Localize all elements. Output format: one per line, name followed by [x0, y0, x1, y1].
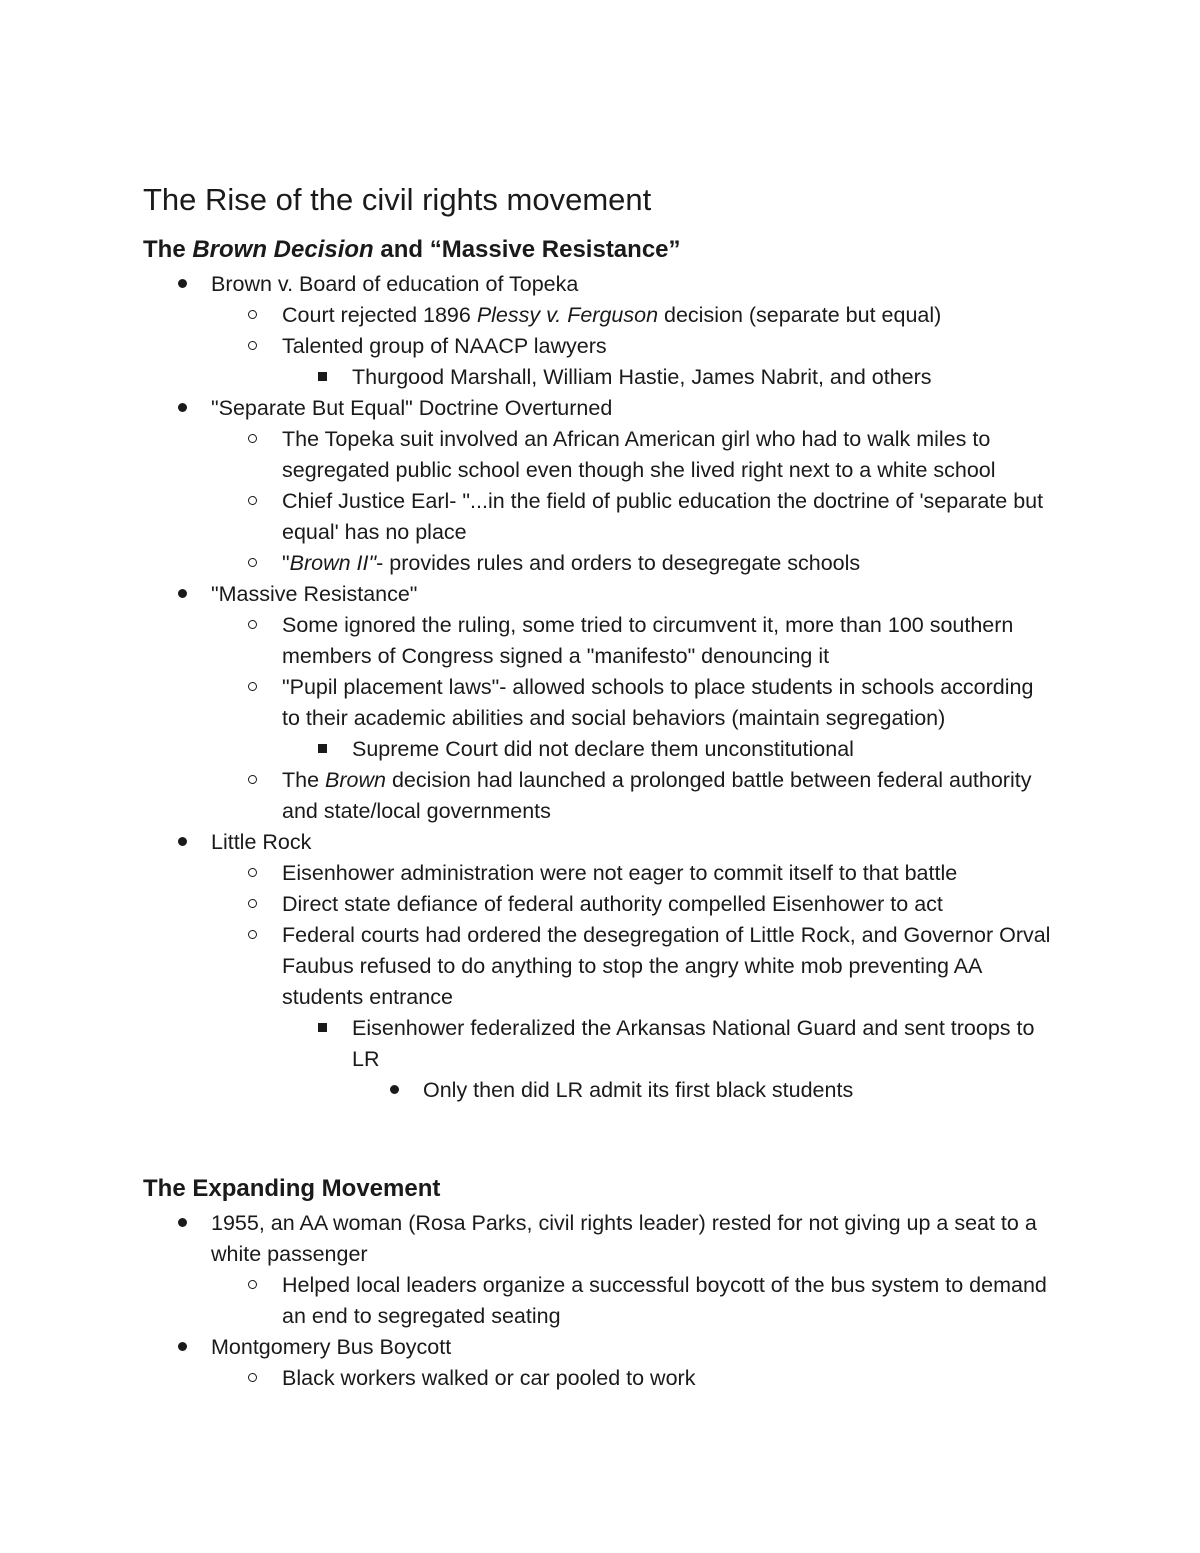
list-item [352, 362, 1052, 393]
list-item [211, 1332, 1051, 1363]
section-heading-brown-decision [143, 234, 681, 266]
list-item [282, 1270, 1052, 1332]
list-item [423, 1075, 1053, 1106]
bullet-circle-icon [248, 672, 262, 703]
text-run: The [282, 768, 326, 792]
list-item-text: Federal courts had ordered the desegregation of Little Rock, and Governor Orval Faubus refused to do anything to stop the angry white mob preventing AA students entrance [282, 923, 1051, 1009]
list-item-text [282, 548, 1052, 579]
list-item [282, 300, 1052, 331]
list-item-text: Eisenhower federalized the Arkansas National Guard and sent troops to LR [352, 1016, 1035, 1071]
list-item [282, 889, 1052, 920]
list-item [282, 858, 1052, 889]
text-run: - provides rules and orders to desegregate schools [376, 551, 861, 575]
bullet-circle-icon [248, 486, 262, 517]
bullet-square-icon [318, 734, 330, 765]
list-item-text: Little Rock [211, 830, 312, 854]
list-item [282, 920, 1052, 1013]
bullet-square-icon [318, 362, 330, 393]
bullet-dot-icon [178, 827, 190, 858]
list-item [352, 1013, 1052, 1075]
list-item-text: Talented group of NAACP lawyers [282, 334, 607, 358]
bullet-circle-icon [248, 889, 262, 920]
list-item-text [282, 765, 1052, 827]
list-item-text: The Topeka suit involved an African American girl who had to walk miles to segregated public school even though she lived right next to a white school [282, 427, 996, 482]
document-title: The Rise of the civil rights movement [143, 182, 652, 217]
bullet-circle-icon [248, 1270, 262, 1301]
list-item-text: Only then did LR admit its first black students [423, 1078, 854, 1102]
list-item [282, 331, 1052, 362]
list-item-text: Direct state defiance of federal authority compelled Eisenhower to act [282, 892, 943, 916]
text-run-italic: Brown II" [289, 551, 377, 575]
bullet-circle-icon [248, 1363, 262, 1394]
list-item-text: "Pupil placement laws"- allowed schools to place students in schools according to their academic abilities and social behaviors (maintain segregation) [282, 675, 1034, 730]
list-item [282, 610, 1052, 672]
bullet-square-icon [318, 1013, 330, 1044]
bullet-dot-icon [178, 1332, 190, 1363]
list-item [352, 734, 1052, 765]
list-item-text: Thurgood Marshall, William Hastie, James Nabrit, and others [352, 365, 932, 389]
section-list-brown-decision [0, 269, 1200, 1106]
bullet-circle-icon [248, 765, 262, 796]
bullet-dot-icon [178, 579, 190, 610]
list-item-text: 1955, an AA woman (Rosa Parks, civil rights leader) rested for not giving up a seat to a white passenger [211, 1211, 1037, 1266]
text-run: decision had launched a prolonged battle between federal authority and state/local governments [282, 768, 1032, 823]
section-list-expanding-movement [0, 1208, 1200, 1394]
list-item [282, 672, 1052, 734]
list-item-text: Black workers walked or car pooled to work [282, 1366, 696, 1390]
text-run-italic: Brown [325, 768, 386, 792]
bullet-circle-icon [248, 548, 262, 579]
list-item [282, 1363, 1052, 1394]
list-item [282, 765, 1052, 827]
text-run: " [282, 551, 290, 575]
list-item [282, 486, 1052, 548]
list-item-text [282, 300, 1052, 331]
bullet-circle-icon [248, 920, 262, 951]
list-item [211, 393, 1051, 424]
bullet-circle-icon [248, 424, 262, 455]
text-run: decision (separate but equal) [658, 303, 942, 327]
list-item-text: Supreme Court did not declare them unconstitutional [352, 737, 854, 761]
heading-text-italic: Brown Decision [192, 236, 374, 263]
list-item-text: Some ignored the ruling, some tried to circumvent it, more than 100 southern members of Congress signed a "manifesto" denouncing it [282, 613, 1014, 668]
section-heading-expanding-movement: The Expanding Movement [143, 1175, 441, 1202]
list-item-text: Eisenhower administration were not eager to commit itself to that battle [282, 861, 958, 885]
list-item-text: Montgomery Bus Boycott [211, 1335, 452, 1359]
list-item [211, 827, 1051, 858]
list-item-text: Brown v. Board of education of Topeka [211, 272, 579, 296]
bullet-dot-icon [178, 1208, 190, 1239]
bullet-circle-icon [248, 331, 262, 362]
list-item [282, 424, 1052, 486]
list-item [211, 579, 1051, 610]
text-run-italic: Plessy v. Ferguson [476, 303, 659, 327]
bullet-dot-icon [178, 393, 190, 424]
list-item [282, 548, 1052, 579]
bullet-circle-icon [248, 858, 262, 889]
heading-text-pre: The [143, 236, 193, 263]
bullet-dot-icon [178, 269, 190, 300]
list-item [211, 1208, 1051, 1270]
text-run: Court rejected 1896 [282, 303, 477, 327]
list-item-text: Chief Justice Earl- "...in the field of public education the doctrine of 'separate but equal' has no place [282, 489, 1044, 544]
list-item-text: "Separate But Equal" Doctrine Overturned [211, 396, 613, 420]
list-item [211, 269, 1051, 300]
list-item-text: "Massive Resistance" [211, 582, 418, 606]
bullet-circle-icon [248, 300, 262, 331]
bullet-circle-icon [248, 610, 262, 641]
heading-text-post: and “Massive Resistance” [373, 236, 681, 263]
bullet-dot-icon [390, 1075, 402, 1106]
list-item-text: Helped local leaders organize a successful boycott of the bus system to demand an end to segregated seating [282, 1273, 1047, 1328]
